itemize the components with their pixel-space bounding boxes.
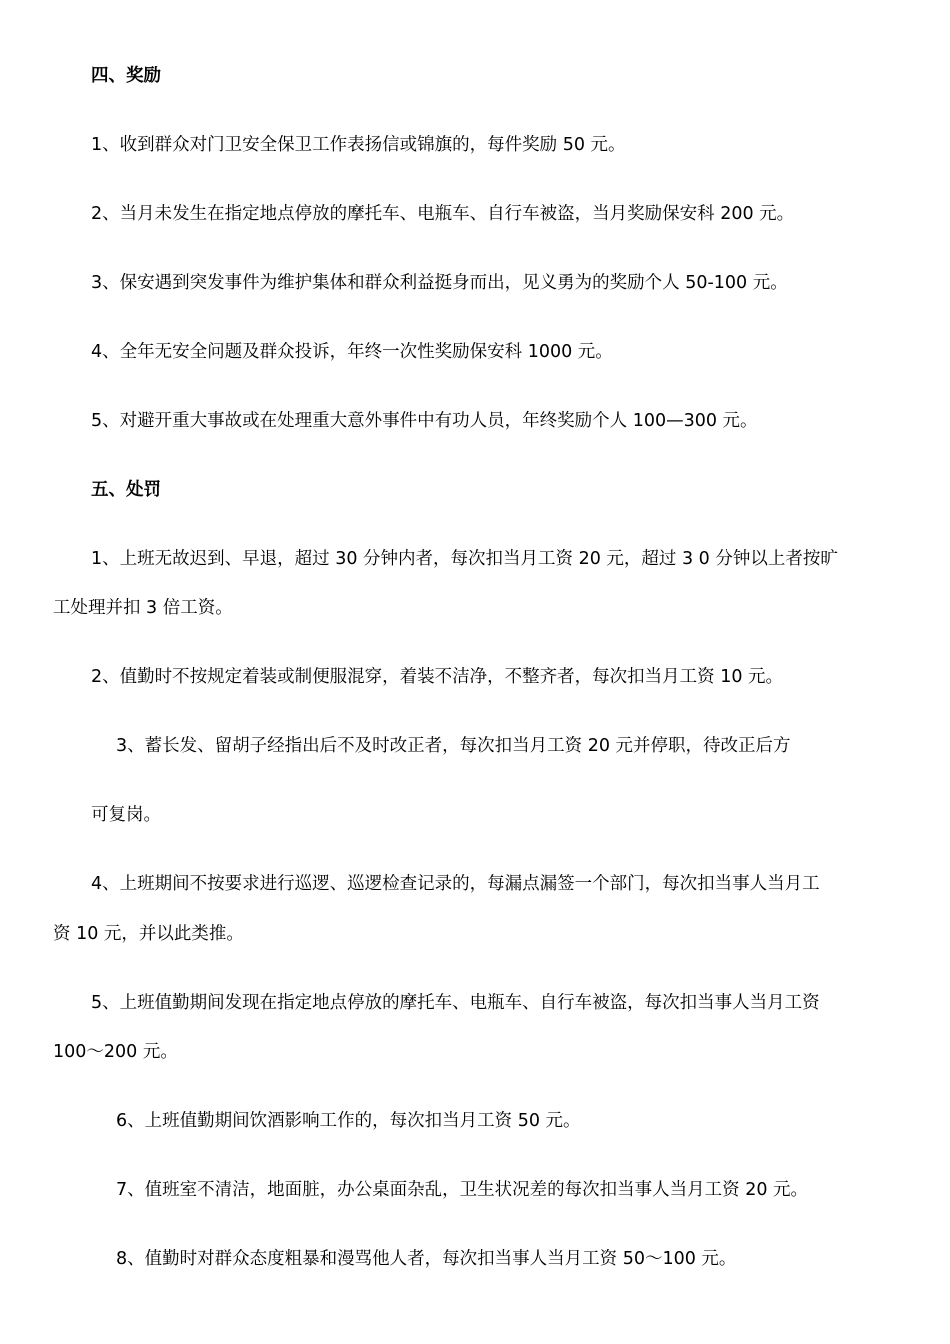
penalty-item-5-line1: 5、上班值勤期间发现在指定地点停放的摩托车、电瓶车、自行车被盗，每次扣当事人当月工资 [91, 993, 820, 1013]
reward-item-2: 2、当月未发生在指定地点停放的摩托车、电瓶车、自行车被盗，当月奖励保安科 200 元。 [91, 204, 795, 224]
penalty-item-4-line2: 资 10 元，并以此类推。 [53, 924, 244, 944]
section-heading-rewards: 四、奖励 [91, 66, 161, 86]
penalty-item-1-line1: 1、上班无故迟到、早退，超过 30 分钟内者，每次扣当月工资 20 元，超过 3 0 分钟以上者按旷 [91, 549, 838, 569]
reward-item-4: 4、全年无安全问题及群众投诉，年终一次性奖励保安科 1000 元。 [91, 342, 613, 362]
penalty-item-7: 7、值班室不清洁，地面脏，办公桌面杂乱，卫生状况差的每次扣当事人当月工资 20 元。 [116, 1180, 809, 1200]
penalty-item-6: 6、上班值勤期间饮酒影响工作的，每次扣当月工资 50 元。 [116, 1111, 581, 1131]
section-heading-penalties: 五、处罚 [91, 480, 161, 500]
reward-item-5: 5、对避开重大事故或在处理重大意外事件中有功人员，年终奖励个人 100—300 元。 [91, 411, 758, 431]
penalty-item-1-line2: 工处理并扣 3 倍工资。 [53, 598, 233, 618]
reward-item-3: 3、保安遇到突发事件为维护集体和群众利益挺身而出，见义勇为的奖励个人 50-100 元。 [91, 273, 788, 293]
penalty-item-2: 2、值勤时不按规定着装或制便服混穿，着装不洁净，不整齐者，每次扣当月工资 10 元。 [91, 667, 784, 687]
penalty-item-3-line1: 3、蓄长发、留胡子经指出后不及时改正者，每次扣当月工资 20 元并停职，待改正后方 [116, 736, 791, 756]
penalty-item-3-line2: 可复岗。 [91, 805, 161, 825]
reward-item-1: 1、收到群众对门卫安全保卫工作表扬信或锦旗的，每件奖励 50 元。 [91, 135, 626, 155]
penalty-item-4-line1: 4、上班期间不按要求进行巡逻、巡逻检查记录的，每漏点漏签一个部门，每次扣当事人当月工 [91, 874, 820, 894]
penalty-item-8: 8、值勤时对群众态度粗暴和漫骂他人者，每次扣当事人当月工资 50～100 元。 [116, 1249, 737, 1269]
penalty-item-5-line2: 100～200 元。 [53, 1042, 178, 1062]
